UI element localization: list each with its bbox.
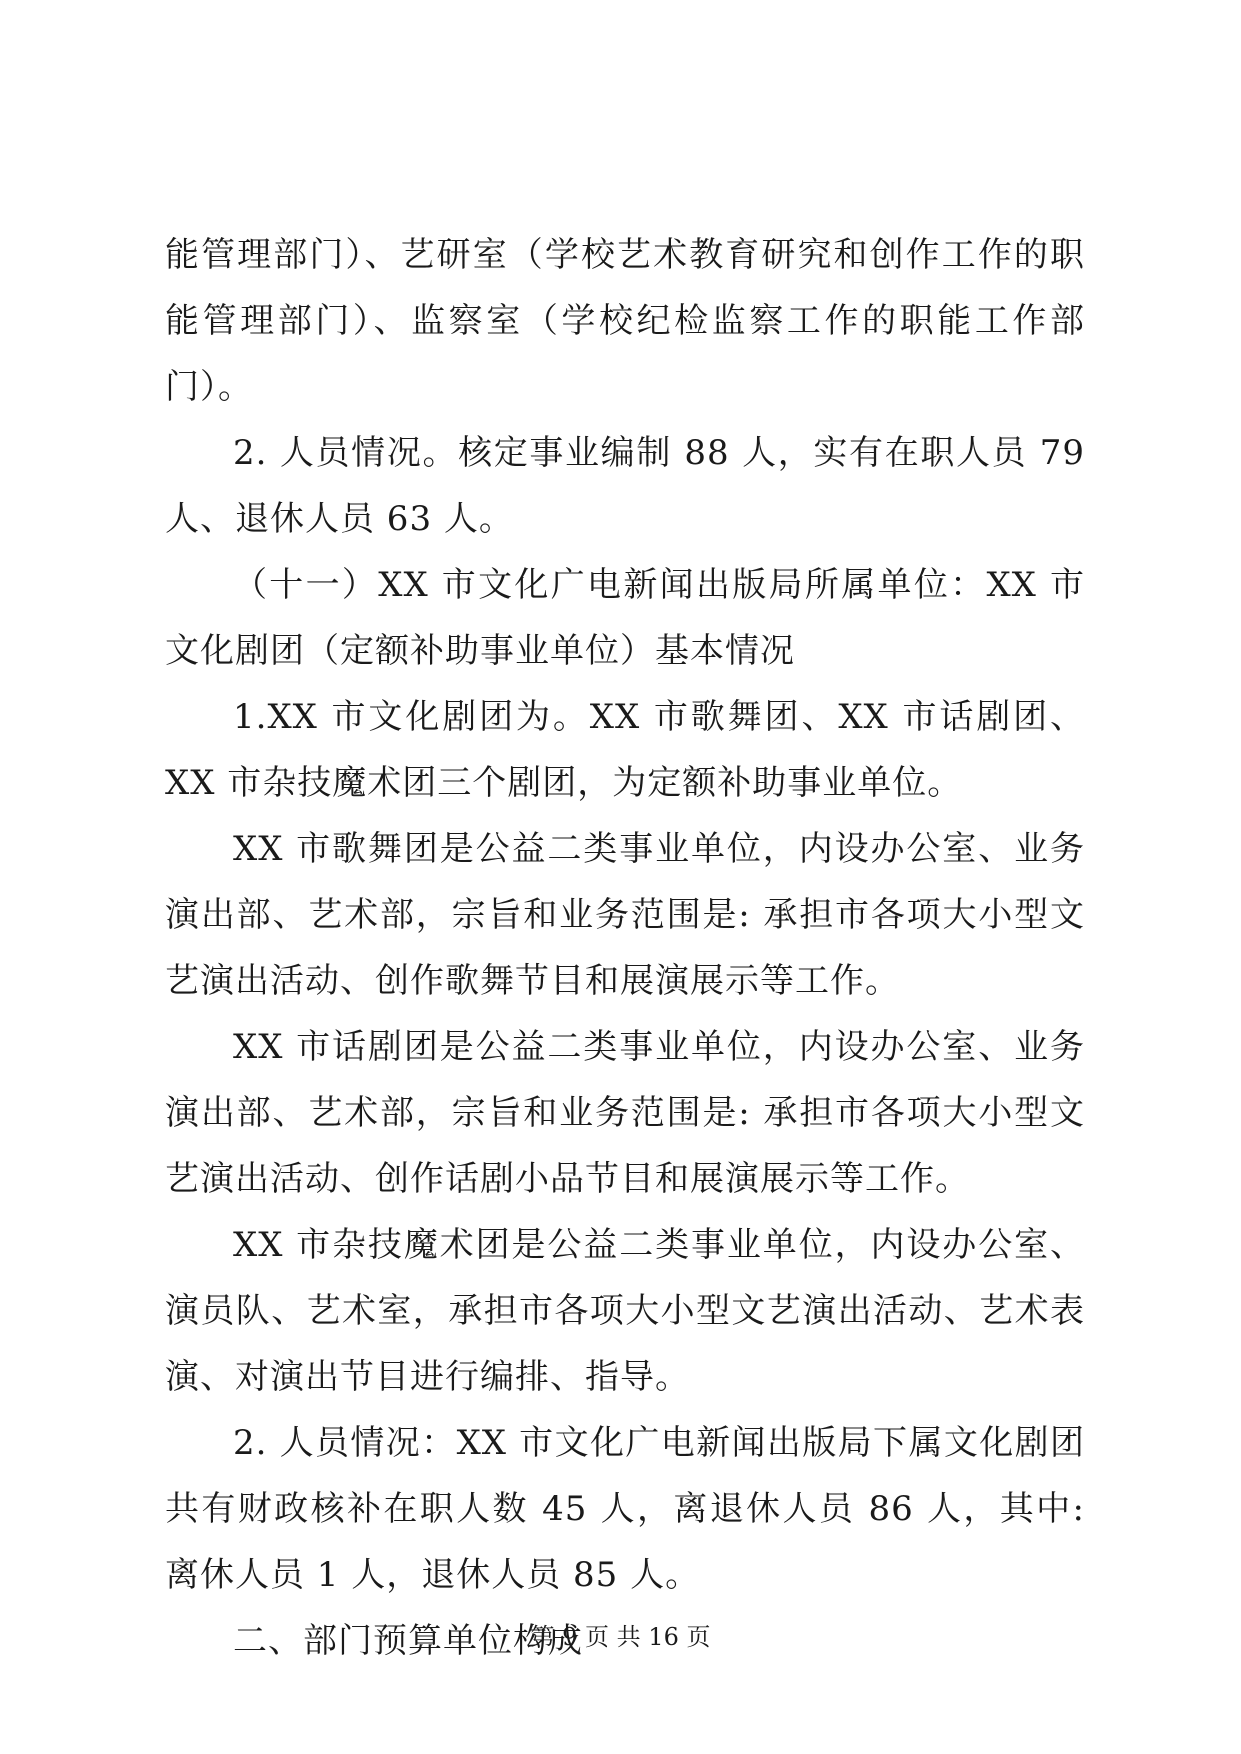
- paragraph: 2. 人员情况：XX 市文化广电新闻出版局下属文化剧团共有财政核补在职人数 45 人，离退休人员 86 人，其中: 离休人员 1 人，退休人员 85 人。: [165, 1423, 1085, 1595]
- document-body: [165, 222, 1085, 1674]
- page-number-footer: 第 9 页 共 16 页: [530, 1623, 711, 1651]
- paragraph: 能管理部门）、艺研室（学校艺术教育研究和创作工作的职能管理部门）、监察室（学校纪检监察工作的职能工作部门）。: [165, 235, 1085, 407]
- paragraph: XX 市话剧团是公益二类事业单位，内设办公室、业务演出部、艺术部，宗旨和业务范围是: 承担市各项大小型文艺演出活动、创作话剧小品节目和展演展示等工作。: [165, 1027, 1085, 1199]
- paragraph: XX 市歌舞团是公益二类事业单位，内设办公室、业务演出部、艺术部，宗旨和业务范围是: 承担市各项大小型文艺演出活动、创作歌舞节目和展演展示等工作。: [165, 829, 1085, 1001]
- section-heading: 二、部门预算单位构成: [233, 1621, 583, 1661]
- section-heading: （十一）XX 市文化广电新闻出版局所属单位：XX 市文化剧团（定额补助事业单位）基本情况: [165, 565, 1085, 671]
- paragraph: 1.XX 市文化剧团为。XX 市歌舞团、XX 市话剧团、XX 市杂技魔术团三个剧团，为定额补助事业单位。: [165, 697, 1085, 803]
- paragraph: XX 市杂技魔术团是公益二类事业单位，内设办公室、演员队、艺术室，承担市各项大小型文艺演出活动、艺术表演、对演出节目进行编排、指导。: [165, 1225, 1085, 1397]
- paragraph: 2. 人员情况。核定事业编制 88 人，实有在职人员 79 人、退休人员 63 人。: [165, 433, 1085, 539]
